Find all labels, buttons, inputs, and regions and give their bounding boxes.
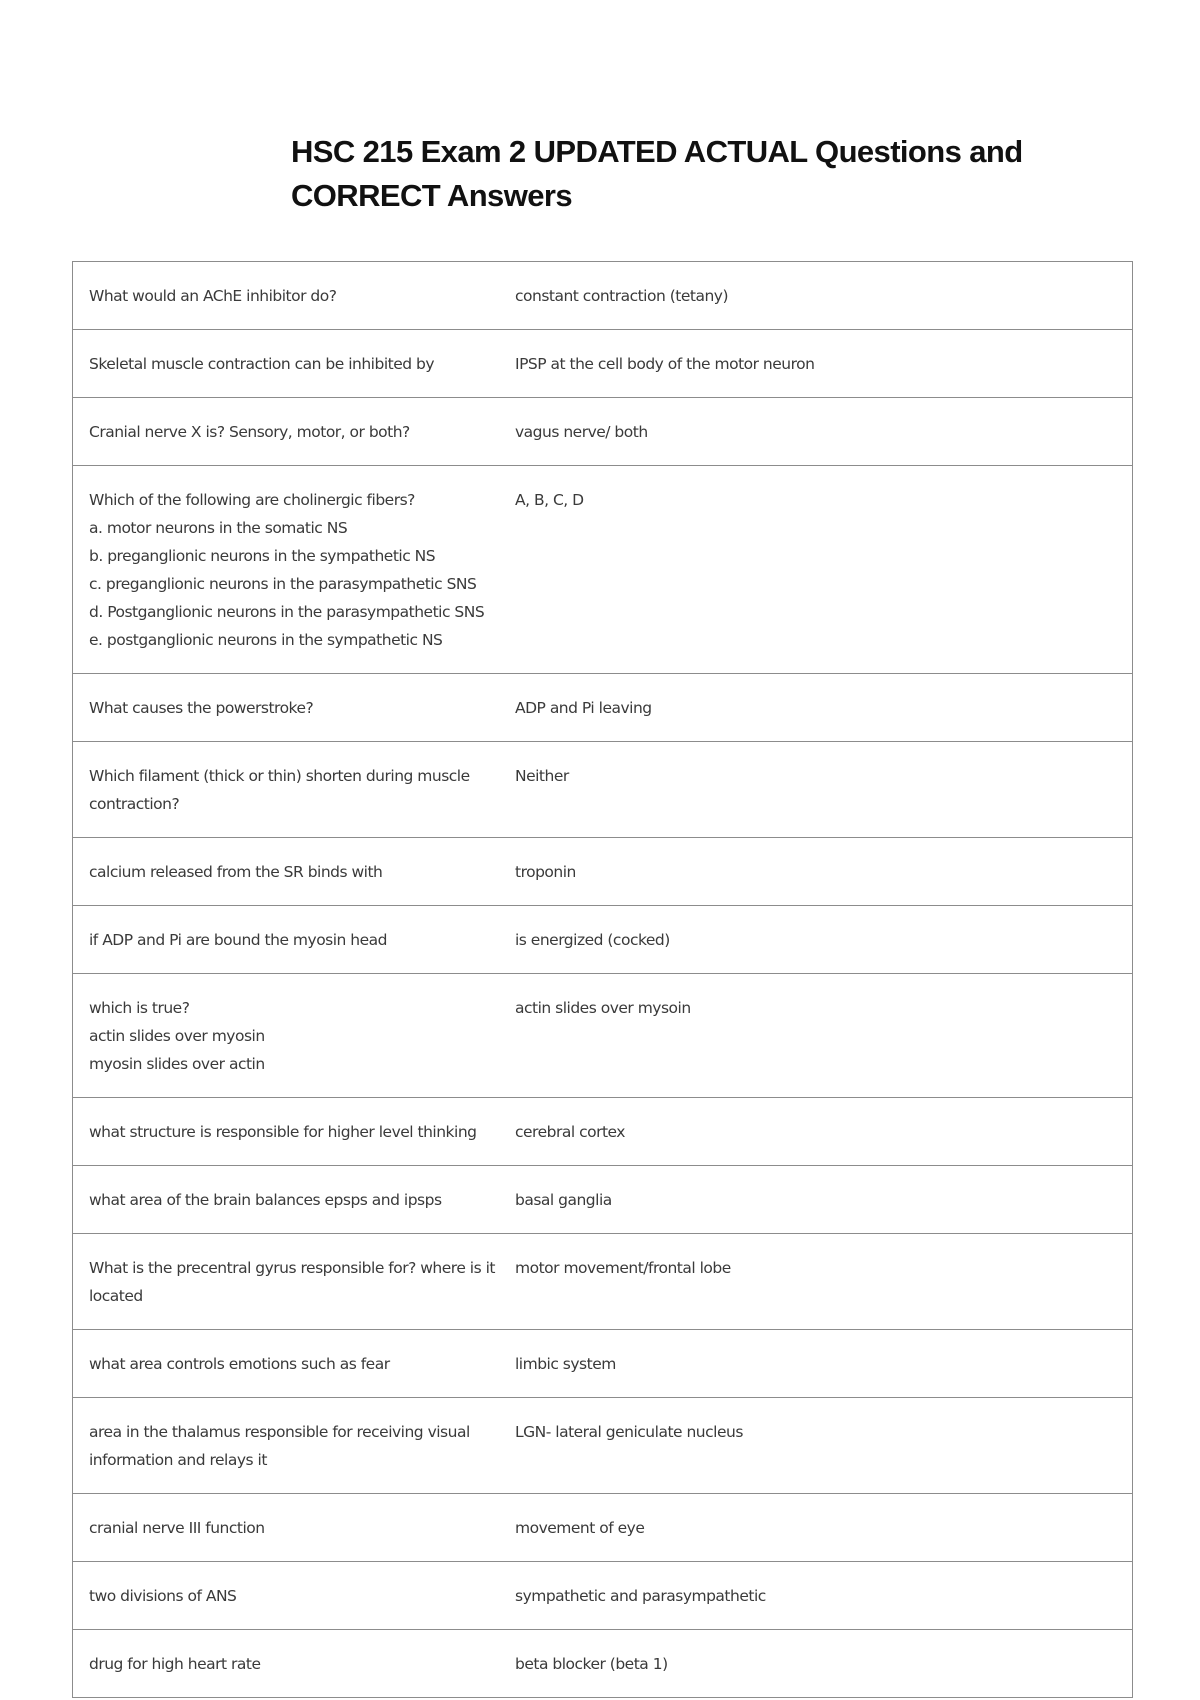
answer-cell: limbic system — [515, 1355, 616, 1373]
question-cell: Cranial nerve X is? Sensory, motor, or both? — [89, 423, 410, 441]
question-cell: cranial nerve III function — [89, 1519, 265, 1537]
table-row — [73, 1561, 1132, 1629]
table-row — [73, 1329, 1132, 1397]
table-row — [73, 465, 1132, 673]
answer-cell: troponin — [515, 863, 576, 881]
table-row — [73, 1233, 1132, 1329]
table-row — [73, 1097, 1132, 1165]
question-cell: what structure is responsible for higher level thinking — [89, 1123, 477, 1141]
question-cell: Which filament (thick or thin) shorten during muscle contraction? — [89, 767, 470, 813]
question-cell: two divisions of ANS — [89, 1587, 237, 1605]
table-row — [73, 1629, 1132, 1697]
question-cell: What is the precentral gyrus responsible for? where is it located — [89, 1259, 495, 1305]
answer-cell: Neither — [515, 767, 569, 785]
question-cell: Skeletal muscle contraction can be inhibited by — [89, 355, 435, 373]
answer-cell: ADP and Pi leaving — [515, 699, 652, 717]
answer-cell: IPSP at the cell body of the motor neuron — [515, 355, 815, 373]
answer-cell: beta blocker (beta 1) — [515, 1655, 668, 1673]
table-row — [73, 673, 1132, 741]
table-row — [73, 905, 1132, 973]
table-row — [73, 1397, 1132, 1493]
qa-table — [72, 261, 1133, 1698]
answer-cell: vagus nerve/ both — [515, 423, 648, 441]
answer-cell: is energized (cocked) — [515, 931, 670, 949]
table-row — [73, 973, 1132, 1097]
question-cell: calcium released from the SR binds with — [89, 863, 383, 881]
table-row — [73, 1165, 1132, 1233]
answer-cell: cerebral cortex — [515, 1123, 625, 1141]
answer-cell: basal ganglia — [515, 1191, 612, 1209]
answer-cell: movement of eye — [515, 1519, 645, 1537]
page-title: HSC 215 Exam 2 UPDATED ACTUAL Questions and CORRECT Answers — [291, 134, 1023, 213]
table-row — [73, 262, 1132, 329]
question-cell: which is true? actin slides over myosin myosin slides over actin — [89, 999, 265, 1073]
question-cell: What causes the powerstroke? — [89, 699, 314, 717]
table-row — [73, 397, 1132, 465]
question-cell: drug for high heart rate — [89, 1655, 261, 1673]
answer-cell: LGN- lateral geniculate nucleus — [515, 1423, 743, 1441]
answer-cell: actin slides over mysoin — [515, 999, 691, 1017]
question-cell: What would an AChE inhibitor do? — [89, 287, 337, 305]
table-row — [73, 1493, 1132, 1561]
question-cell: what area controls emotions such as fear — [89, 1355, 390, 1373]
table-row — [73, 741, 1132, 837]
answer-cell: constant contraction (tetany) — [515, 287, 729, 305]
table-row — [73, 837, 1132, 905]
question-cell: area in the thalamus responsible for receiving visual information and relays it — [89, 1423, 470, 1469]
question-cell: if ADP and Pi are bound the myosin head — [89, 931, 388, 949]
table-row — [73, 329, 1132, 397]
answer-cell: motor movement/frontal lobe — [515, 1259, 731, 1277]
answer-cell: sympathetic and parasympathetic — [515, 1587, 766, 1605]
answer-cell: A, B, C, D — [515, 491, 584, 509]
question-cell: what area of the brain balances epsps and ipsps — [89, 1191, 442, 1209]
question-cell: Which of the following are cholinergic fibers? a. motor neurons in the somatic NS b. preganglionic neurons in the sympathetic NS c. preganglionic neurons in the parasympathetic SNS d. Postganglionic neurons in the parasympathetic SNS e. postganglionic neurons in the sympathetic NS — [89, 491, 485, 649]
